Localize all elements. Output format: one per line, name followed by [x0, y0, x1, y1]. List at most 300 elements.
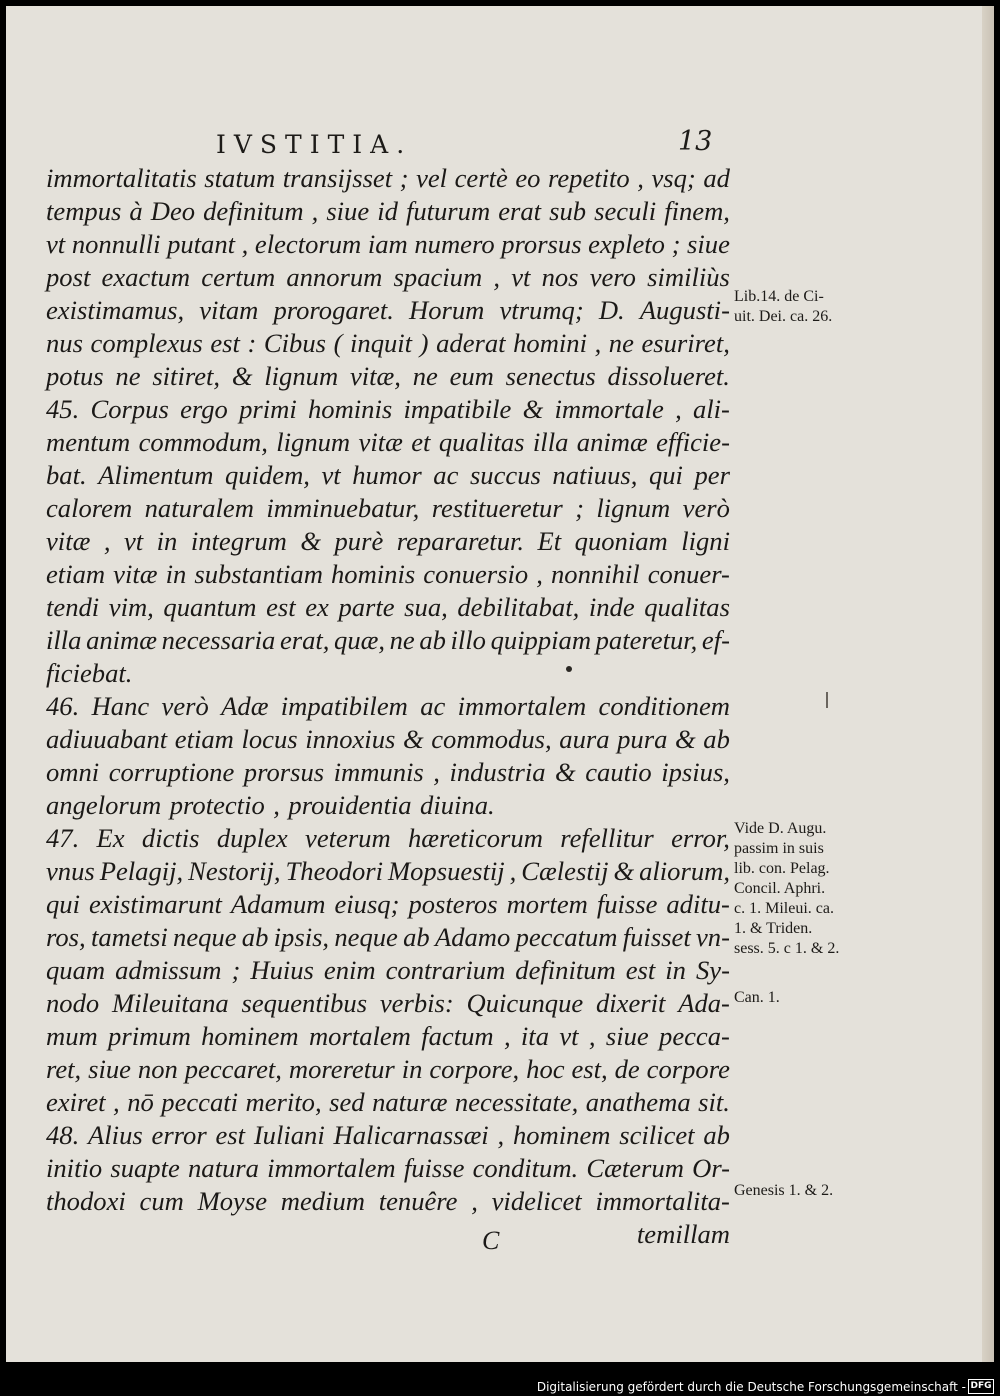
- word: necessitate,: [454, 1087, 579, 1117]
- word: ,: [588, 1021, 596, 1051]
- word: qui: [46, 889, 80, 919]
- word: potus: [46, 361, 104, 391]
- text-line: [46, 492, 730, 525]
- word: ipsis,: [273, 922, 330, 952]
- word: sub: [549, 196, 587, 226]
- word: est: [210, 328, 240, 358]
- word: ret,: [46, 1054, 82, 1084]
- word: vel: [416, 163, 448, 193]
- word: certè: [454, 163, 508, 193]
- word: lignum: [276, 427, 351, 457]
- word: substantiam: [194, 559, 323, 589]
- word: etiam: [46, 559, 106, 589]
- word: admissum: [115, 955, 222, 985]
- word: humor: [352, 460, 422, 490]
- word: ,: [273, 790, 280, 820]
- word: peccati: [161, 1087, 239, 1117]
- word: primi: [239, 394, 297, 424]
- word: &: [522, 394, 544, 424]
- word: hominem: [201, 1021, 299, 1051]
- side-note: Can. 1.: [734, 989, 780, 1006]
- text-line: [46, 789, 730, 822]
- word: conuer-: [647, 559, 730, 589]
- word: nonnulli: [71, 229, 161, 259]
- word: ergo: [180, 394, 228, 424]
- word: Huius: [250, 955, 314, 985]
- word: ,: [637, 163, 644, 193]
- word: duplex: [216, 823, 288, 853]
- word: purè: [334, 526, 384, 556]
- word: vitam: [199, 295, 259, 325]
- word: Or-: [692, 1153, 730, 1183]
- word: vt: [46, 229, 66, 259]
- word: vn-: [695, 922, 730, 952]
- word: ;: [399, 163, 409, 193]
- word: ,: [113, 1087, 120, 1117]
- word: et: [411, 427, 431, 457]
- word: immortalitatis: [46, 163, 197, 193]
- word: initio: [46, 1153, 103, 1183]
- word: conuersio: [423, 559, 529, 589]
- side-note: Genesis 1. & 2.: [734, 1182, 834, 1199]
- word: id: [377, 196, 398, 226]
- word: 47.: [46, 823, 80, 853]
- word: existimarunt: [88, 889, 222, 919]
- word: scilicet: [619, 1120, 695, 1150]
- word: siue: [687, 229, 730, 259]
- word: pura: [617, 724, 668, 754]
- word: debilitabat,: [457, 592, 580, 622]
- word: Hanc: [91, 691, 150, 721]
- word: ita: [520, 1021, 549, 1051]
- word: prorogaret.: [273, 295, 394, 325]
- word: posteros: [408, 889, 498, 919]
- word: finem,: [664, 196, 730, 226]
- word: illo: [450, 625, 486, 655]
- word: vitæ: [358, 427, 403, 457]
- word: ficiebat.: [46, 658, 133, 688]
- word: ): [419, 328, 429, 358]
- word: Cælestij: [521, 856, 609, 886]
- text-line: [46, 657, 730, 690]
- word: eiusq;: [334, 889, 400, 919]
- word: fuisset: [622, 922, 691, 952]
- text-line: [46, 888, 730, 921]
- word: Corpus: [90, 394, 169, 424]
- word: ;: [231, 955, 241, 985]
- word: Halicarnassæi: [333, 1120, 489, 1150]
- word: siue: [605, 1021, 649, 1051]
- word: dictis: [141, 823, 200, 853]
- word: iam: [367, 229, 408, 259]
- word: eo: [515, 163, 541, 193]
- text-line: [46, 294, 730, 327]
- word: refellitur: [560, 823, 654, 853]
- word: certum: [201, 262, 276, 292]
- word: repararetur.: [396, 526, 525, 556]
- word: peccaret,: [184, 1054, 282, 1084]
- word: vtrumq;: [499, 295, 584, 325]
- word: ;: [671, 229, 681, 259]
- text-line: [46, 393, 730, 426]
- word: cum: [139, 1186, 184, 1216]
- text-line: [46, 228, 730, 261]
- word: impatibilem: [280, 691, 408, 721]
- text-line: [46, 459, 730, 492]
- word: necessaria: [161, 625, 276, 655]
- word: enim: [323, 955, 376, 985]
- word: Deo: [150, 196, 196, 226]
- side-note: sess. 5. c 1. & 2.: [734, 940, 840, 957]
- text-line: [46, 591, 730, 624]
- word: videlicet: [491, 1186, 582, 1216]
- page-number: 13: [678, 126, 713, 157]
- word: ,: [594, 328, 602, 358]
- word: electorum: [254, 229, 362, 259]
- text-line: [46, 1218, 730, 1251]
- word: vsq;: [651, 163, 696, 193]
- word: veterum: [305, 823, 391, 853]
- word: conditionem: [598, 691, 730, 721]
- word: nodo: [46, 988, 100, 1018]
- word: imminuebatur,: [266, 493, 420, 523]
- word: Alius: [88, 1120, 143, 1150]
- word: ab: [419, 625, 446, 655]
- word: sua,: [404, 592, 448, 622]
- text-line: [46, 690, 730, 723]
- word: sed: [329, 1087, 365, 1117]
- word: Adamo: [434, 922, 511, 952]
- word: tempus: [46, 196, 122, 226]
- word: ros,: [46, 922, 86, 952]
- word: mortalem: [308, 1021, 411, 1051]
- word: ac: [433, 460, 459, 490]
- text-line: [46, 162, 730, 195]
- text-line: [46, 1086, 730, 1119]
- word: qualitas: [438, 427, 525, 457]
- word: Theodori: [285, 856, 384, 886]
- word: &: [300, 526, 322, 556]
- text-line: [46, 327, 730, 360]
- word: 45.: [46, 394, 80, 424]
- word: ef-: [701, 625, 730, 655]
- word: hominem: [512, 1120, 611, 1150]
- word: vt: [559, 1021, 579, 1051]
- word: lignum: [596, 493, 671, 523]
- side-note: lib. con. Pelag.: [734, 860, 830, 877]
- word: innoxius: [305, 724, 396, 754]
- word: verò: [161, 691, 209, 721]
- word: vt: [511, 262, 531, 292]
- word: nō: [127, 1087, 154, 1117]
- page-edge: [982, 6, 994, 1362]
- word: Moyse: [197, 1186, 267, 1216]
- word: cautio: [585, 757, 652, 787]
- word: numero: [414, 229, 495, 259]
- word: siue: [326, 196, 370, 226]
- word: Ex: [96, 823, 125, 853]
- word: definitum: [515, 955, 616, 985]
- word: industria: [449, 757, 546, 787]
- word: naturæ: [372, 1087, 448, 1117]
- word: quoniam: [574, 526, 668, 556]
- word: etiam: [174, 724, 234, 754]
- word: succus: [469, 460, 541, 490]
- word: sitiret,: [152, 361, 221, 391]
- word: animæ: [576, 427, 648, 457]
- text-line: [46, 195, 730, 228]
- running-head: IVSTITIA.: [216, 130, 413, 159]
- word: per: [694, 460, 730, 490]
- word: in: [165, 559, 187, 589]
- ink-mark: [826, 692, 828, 708]
- word: factum: [421, 1021, 494, 1051]
- word: Horum: [409, 295, 485, 325]
- word: ,: [241, 229, 249, 259]
- word: (: [333, 328, 343, 358]
- word: quæ,: [334, 625, 386, 655]
- word: Quicunque: [466, 988, 584, 1018]
- word: restitueretur: [431, 493, 563, 523]
- word: nos: [541, 262, 579, 292]
- word: Pelagij,: [99, 856, 184, 886]
- word: ,: [503, 1021, 511, 1051]
- word: aura: [559, 724, 610, 754]
- word: est,: [571, 1054, 608, 1084]
- word: natiuus,: [552, 460, 638, 490]
- word: &: [674, 724, 696, 754]
- word: D.: [598, 295, 625, 325]
- word: natura: [187, 1153, 259, 1183]
- word: qui: [648, 460, 683, 490]
- word: ipsius,: [661, 757, 730, 787]
- word: ,: [433, 757, 440, 787]
- word: anathema: [585, 1087, 691, 1117]
- word: ne: [389, 625, 415, 655]
- word: seculi: [594, 196, 657, 226]
- text-line: [46, 822, 730, 855]
- word: repetito: [547, 163, 630, 193]
- word: locus: [241, 724, 298, 754]
- word: suapte: [110, 1153, 180, 1183]
- word: naturalem: [144, 493, 254, 523]
- word: tenuêre: [378, 1186, 458, 1216]
- main-text: [46, 162, 730, 1251]
- word: aderat: [436, 328, 506, 358]
- text-line: [46, 1020, 730, 1053]
- ink-speck: [566, 666, 572, 672]
- text-line: [46, 855, 730, 888]
- word: ne: [115, 361, 141, 391]
- text-line: [46, 723, 730, 756]
- word: vero: [589, 262, 636, 292]
- word: 48.: [46, 1120, 80, 1150]
- word: existimamus,: [46, 295, 185, 325]
- word: &: [613, 856, 635, 886]
- word: lignum: [264, 361, 339, 391]
- text-line: [46, 1152, 730, 1185]
- word: protectio: [169, 790, 265, 820]
- word: peccatum: [515, 922, 618, 952]
- word: pateretur,: [595, 625, 698, 655]
- side-note: Vide D. Augu.: [734, 820, 827, 837]
- word: prorsus: [501, 229, 582, 259]
- word: vitæ,: [349, 361, 401, 391]
- word: in: [665, 955, 686, 985]
- word: hominis: [330, 559, 416, 589]
- word: verò: [682, 493, 730, 523]
- text-line: [46, 558, 730, 591]
- text-line: [46, 525, 730, 558]
- word: Nestorij,: [188, 856, 281, 886]
- word: ,: [497, 1120, 505, 1150]
- word: ab: [703, 1120, 730, 1150]
- word: ligni: [681, 526, 730, 556]
- word: hoc: [526, 1054, 565, 1084]
- word: erat: [498, 196, 542, 226]
- word: omni: [46, 757, 100, 787]
- word: immortale: [554, 394, 664, 424]
- funding-credit: Digitalisierung gefördert durch die Deutsche Forschungsgemeinschaft -: [536, 1380, 966, 1394]
- word: vitæ: [46, 526, 91, 556]
- word: vt: [321, 460, 341, 490]
- word: ,: [536, 559, 543, 589]
- word: merito,: [245, 1087, 322, 1117]
- word: mortem: [506, 889, 588, 919]
- word: quantum: [163, 592, 257, 622]
- word: siue: [88, 1054, 131, 1084]
- word: vnus: [46, 856, 95, 886]
- text-line: [46, 987, 730, 1020]
- word: verbis:: [379, 988, 454, 1018]
- word: immortalem: [457, 691, 587, 721]
- word: fuisse: [403, 1153, 465, 1183]
- word: transijsset: [282, 163, 393, 193]
- word: definitum: [203, 196, 304, 226]
- word: ad: [703, 163, 730, 193]
- word: Mopsuestij: [387, 856, 505, 886]
- word: ,: [509, 856, 517, 886]
- word: est: [266, 592, 296, 622]
- word: illa: [532, 427, 569, 457]
- text-line: [46, 360, 730, 393]
- word: sit.: [698, 1087, 730, 1117]
- word: Adæ: [221, 691, 269, 721]
- word: efficie-: [656, 427, 730, 457]
- word: ,: [493, 262, 501, 292]
- word: sequentibus: [241, 988, 368, 1018]
- word: adiuuabant: [46, 724, 168, 754]
- side-note: Lib.14. de Ci-: [734, 288, 824, 305]
- word: angelorum: [46, 790, 162, 820]
- word: :: [247, 328, 257, 358]
- word: esuriret,: [641, 328, 730, 358]
- word: tametsi: [90, 922, 168, 952]
- word: ,: [675, 394, 682, 424]
- word: inquit: [350, 328, 413, 358]
- word: ,: [471, 1186, 478, 1216]
- word: hominis: [307, 394, 393, 424]
- word: ab: [241, 922, 269, 952]
- word: Et: [537, 526, 562, 556]
- word: hæreticorum: [407, 823, 543, 853]
- word: animæ: [86, 625, 157, 655]
- word: ac: [420, 691, 446, 721]
- word: quippiam: [490, 625, 592, 655]
- word: complexus: [90, 328, 203, 358]
- word: parte: [338, 592, 395, 622]
- side-note: Concil. Aphri.: [734, 880, 826, 897]
- word: illa: [46, 625, 82, 655]
- word: futurum: [405, 196, 491, 226]
- text-line: [46, 954, 730, 987]
- word: error: [151, 1120, 207, 1150]
- word: pecca-: [659, 1021, 730, 1051]
- word: neque: [334, 922, 398, 952]
- text-line: [46, 261, 730, 294]
- word: diuina.: [420, 790, 495, 820]
- word: immunis: [333, 757, 424, 787]
- word: erat,: [279, 625, 330, 655]
- word: vim,: [108, 592, 154, 622]
- word: in: [156, 526, 178, 556]
- word: impatibile: [403, 394, 512, 424]
- word: ;: [575, 493, 584, 523]
- word: de: [614, 1054, 640, 1084]
- word: bat.: [46, 460, 87, 490]
- word: &: [555, 757, 576, 787]
- word: immortalita-: [595, 1186, 730, 1216]
- text-line: [46, 756, 730, 789]
- side-note: 1. & Triden.: [734, 920, 813, 937]
- word: Mileuitana: [111, 988, 229, 1018]
- word: mentum: [46, 427, 131, 457]
- word: prorsus: [243, 757, 325, 787]
- word: ,: [103, 526, 111, 556]
- word: non: [137, 1054, 178, 1084]
- word: Cæterum: [586, 1153, 684, 1183]
- word: immortalem: [267, 1153, 396, 1183]
- word: ne: [608, 328, 634, 358]
- word: expleto: [588, 229, 665, 259]
- word: ab: [703, 724, 730, 754]
- word: homini: [513, 328, 587, 358]
- word: à: [129, 196, 143, 226]
- word: annorum: [286, 262, 383, 292]
- word: neque: [173, 922, 237, 952]
- word: nus: [46, 328, 83, 358]
- word: commodus,: [431, 724, 552, 754]
- word: est: [625, 955, 656, 985]
- side-note: uit. Dei. ca. 26.: [734, 308, 833, 325]
- word: fuisse: [596, 889, 658, 919]
- word: dixerit: [596, 988, 666, 1018]
- word: quidem,: [224, 460, 310, 490]
- book-page: [6, 6, 994, 1362]
- word: &: [402, 724, 424, 754]
- text-line: [46, 921, 730, 954]
- text-line: [46, 1185, 730, 1218]
- word: putant: [167, 229, 236, 259]
- word: thodoxi: [46, 1186, 126, 1216]
- word: Iuliani: [253, 1120, 325, 1150]
- word: error,: [671, 823, 730, 853]
- word: Augusti-: [639, 295, 730, 325]
- word: similiùs: [647, 262, 730, 292]
- text-line: [46, 1119, 730, 1152]
- word: spacium: [393, 262, 483, 292]
- word: corpore: [646, 1054, 730, 1084]
